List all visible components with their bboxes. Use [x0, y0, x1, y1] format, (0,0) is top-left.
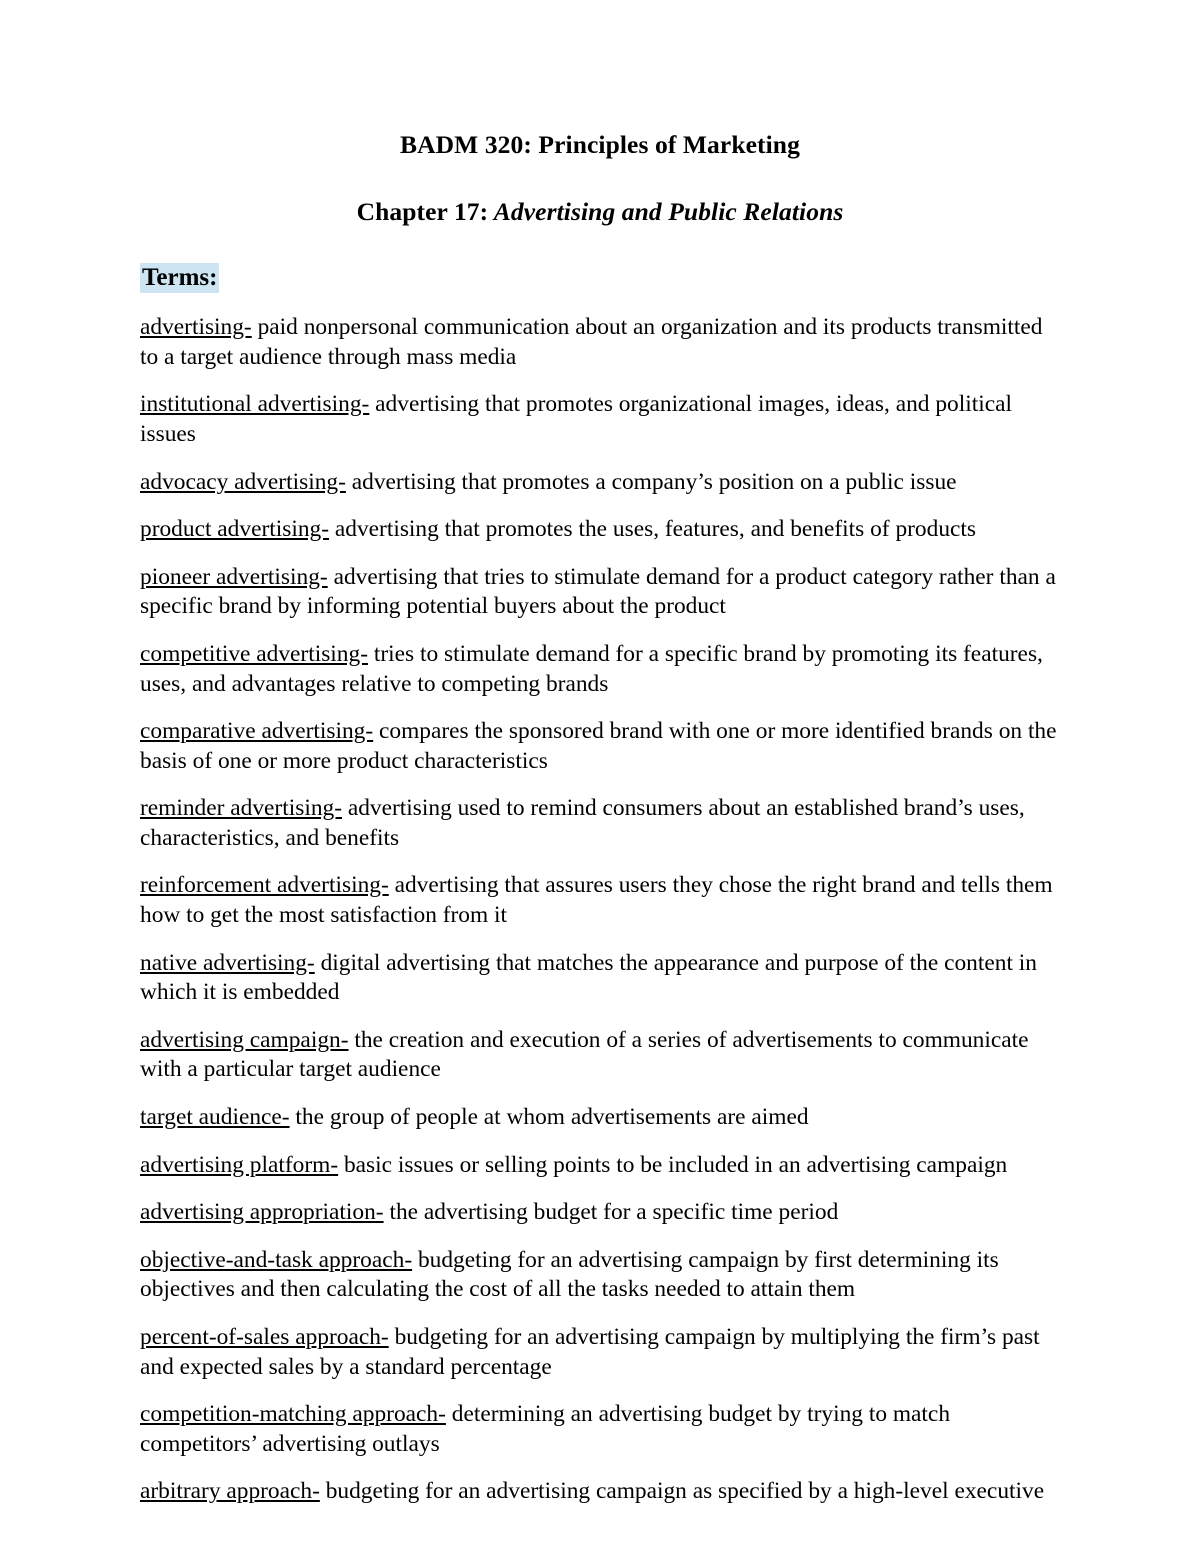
- term-entry: [140, 949, 1060, 1008]
- term-entry: [140, 1151, 1060, 1181]
- term-definition: the advertising budget for a specific time period: [383, 1199, 839, 1226]
- term-entry: [140, 468, 1060, 498]
- term-name: native advertising-: [140, 949, 315, 976]
- term-name: advocacy advertising-: [140, 468, 346, 495]
- term-definition: advertising that promotes the uses, features, and benefits of products: [329, 516, 976, 543]
- term-entry: [140, 794, 1060, 853]
- term-name: comparative advertising-: [140, 718, 374, 745]
- document-body: [140, 130, 1060, 1507]
- term-definition: advertising that tries to stimulate demand for a product category rather than a specific brand by informing potential buyers about the product: [140, 563, 1056, 620]
- term-definition: compares the sponsored brand with one or more identified brands on the basis of one or more product characteristics: [140, 718, 1057, 774]
- term-entry: [140, 1323, 1060, 1382]
- term-entry: [140, 1198, 1060, 1228]
- term-name: competition-matching approach-: [140, 1401, 446, 1428]
- term-definition: the creation and execution of a series of advertisements to communicate with a particular target audience: [140, 1026, 1029, 1083]
- term-entry: [140, 1477, 1060, 1507]
- term-name: advertising campaign-: [140, 1026, 349, 1053]
- term-entry: [140, 390, 1060, 449]
- term-definition: advertising that promotes a company’s position on a public issue: [345, 468, 957, 495]
- term-name: arbitrary approach-: [140, 1478, 320, 1505]
- term-name: advertising platform-: [140, 1151, 339, 1178]
- term-name: competitive advertising-: [140, 640, 368, 667]
- term-entry: [140, 717, 1060, 776]
- term-definition: advertising that promotes organizational images, ideas, and political issues: [140, 391, 1012, 447]
- term-definition-list: [140, 313, 1060, 1507]
- term-definition: basic issues or selling points to be included in an advertising campaign: [338, 1151, 1008, 1178]
- term-definition: paid nonpersonal communication about an organization and its products transmitted to a target audience through mass media: [140, 314, 1043, 370]
- term-entry: [140, 871, 1060, 930]
- term-definition: budgeting for an advertising campaign as specified by a high-level executive: [319, 1478, 1045, 1505]
- terms-heading-row: [140, 263, 1060, 293]
- document-title: BADM 320: Principles of Marketing: [400, 130, 800, 159]
- term-definition: advertising that assures users they chose the right brand and tells them how to get the most satisfaction from it: [140, 872, 1053, 929]
- term-name: institutional advertising-: [140, 391, 370, 418]
- term-name: pioneer advertising-: [140, 563, 328, 590]
- term-definition: budgeting for an advertising campaign by multiplying the firm’s past and expected sales by a standard percentage: [140, 1324, 1040, 1380]
- term-name: advertising-: [140, 314, 252, 341]
- chapter-subtitle-text: Advertising and Public Relations: [493, 197, 844, 227]
- term-entry: [140, 1103, 1060, 1133]
- term-entry: [140, 563, 1060, 622]
- term-definition: the group of people at whom advertisements are aimed: [289, 1104, 809, 1131]
- term-entry: [140, 1246, 1060, 1305]
- term-definition: determining an advertising budget by trying to match competitors’ advertising outlays: [140, 1401, 951, 1457]
- chapter-label: Chapter 17:: [356, 197, 489, 227]
- term-name: product advertising-: [140, 516, 330, 543]
- term-name: reinforcement advertising-: [140, 872, 389, 899]
- term-entry: [140, 1026, 1060, 1085]
- term-entry: [140, 515, 1060, 545]
- term-entry: [140, 313, 1060, 372]
- term-definition: tries to stimulate demand for a specific brand by promoting its features, uses, and advantages relative to competing brands: [140, 640, 1043, 697]
- term-name: advertising appropriation-: [140, 1199, 384, 1226]
- term-definition: budgeting for an advertising campaign by first determining its objectives and then calculating the cost of all the tasks needed to attain them: [140, 1246, 999, 1303]
- terms-heading: Terms:: [142, 264, 218, 292]
- term-definition: digital advertising that matches the appearance and purpose of the content in which it is embedded: [140, 949, 1037, 1006]
- term-entry: [140, 640, 1060, 699]
- term-entry: [140, 1400, 1060, 1459]
- term-name: percent-of-sales approach-: [140, 1324, 389, 1350]
- term-definition: advertising used to remind consumers about an established brand’s uses, characteristics, and benefits: [140, 795, 1025, 851]
- term-name: objective-and-task approach-: [140, 1246, 413, 1273]
- chapter-heading: [140, 197, 1060, 227]
- term-name: target audience-: [140, 1104, 290, 1131]
- term-name: reminder advertising-: [140, 795, 342, 822]
